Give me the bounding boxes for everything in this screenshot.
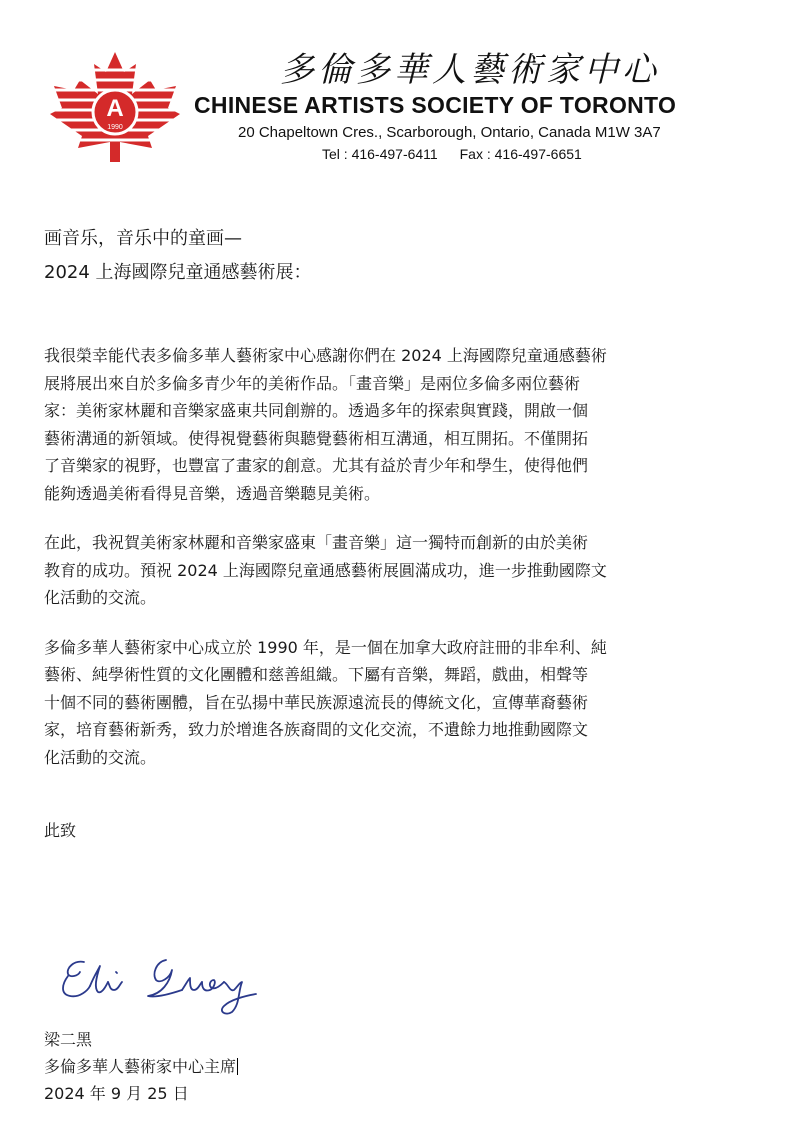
paragraph-3 xyxy=(44,634,764,772)
paragraph-line: 十個不同的藝術團體，旨在弘揚中華民族源遠流長的傳統文化，宣傳華裔藝術 xyxy=(44,692,589,712)
org-contact xyxy=(322,146,742,162)
letter-title xyxy=(44,222,744,290)
closing-salutation: 此致 xyxy=(44,821,77,840)
paragraph-line: 展將展出來自於多倫多青少年的美術作品。「畫音樂」是兩位多倫多兩位藝術 xyxy=(44,373,581,393)
signer-name: 梁二黑 xyxy=(44,1030,93,1049)
paragraph-line: 家，培育藝術新秀，致力於增進各族裔間的文化交流，不遺餘力地推動國際文 xyxy=(44,720,589,739)
org-name-chinese: 多倫多華人藝術家中心 xyxy=(280,50,660,90)
paragraph-1 xyxy=(44,342,764,507)
paragraph-line: 藝術溝通的新領域。使得視覺藝術與聽覺藝術相互溝通，相互開拓。不僅開拓 xyxy=(44,428,589,448)
paragraph-line: 藝術、純學術性質的文化團體和慈善組織。下屬有音樂，舞蹈，戲曲，相聲等 xyxy=(44,665,589,684)
paragraph-line: 能夠透過美術看得見音樂，透過音樂聽見美術。 xyxy=(44,483,381,503)
paragraph-2 xyxy=(44,529,764,612)
org-fax: Fax : 416-497-6651 xyxy=(459,146,582,162)
paragraph-line: 化活動的交流。 xyxy=(44,588,157,607)
paragraph-line: 我很榮幸能代表多倫多華人藝術家中心感謝你們在 2024 上海國際兒童通感藝術 xyxy=(44,346,607,365)
signer-block xyxy=(44,1026,444,1107)
paragraph-line: 教育的成功。預祝 2024 上海國際兒童通感藝術展圓滿成功，進一步推動國際文 xyxy=(44,560,607,580)
signer-position-line xyxy=(44,1053,444,1080)
org-address: 20 Chapeltown Cres., Scarborough, Ontario, Canada M1W 3A7 xyxy=(238,124,661,141)
paragraph-line: 家：美術家林麗和音樂家盛東共同創辦的。透過多年的探索與實踐，開啟一個 xyxy=(44,401,589,420)
logo-letter: A xyxy=(106,95,124,122)
title-line-1: 画音乐，音乐中的童画— xyxy=(44,228,242,249)
paragraph-line: 多倫多華人藝術家中心成立於 1990 年，是一個在加拿大政府註冊的非牟利、純 xyxy=(44,637,607,657)
paragraph-line: 了音樂家的視野，也豐富了畫家的創意。尤其有益於青少年和學生，使得他們 xyxy=(44,456,589,475)
title-line-2: 2024 上海國際兒童通感藝術展： xyxy=(44,262,312,283)
signer-position: 多倫多華人藝術家中心主席 xyxy=(44,1057,237,1076)
letterhead xyxy=(0,0,800,170)
org-name-english: CHINESE ARTISTS SOCIETY OF TORONTO xyxy=(194,92,677,118)
paragraph-line: 化活動的交流。 xyxy=(44,747,157,767)
handwritten-signature xyxy=(44,940,264,1020)
maple-leaf-logo-icon xyxy=(48,50,182,165)
letter-date: 2024 年 9 月 25 日 xyxy=(44,1084,189,1103)
org-tel: Tel : 416-497-6411 xyxy=(322,146,438,162)
paragraph-line: 在此，我祝賀美術家林麗和音樂家盛東「畫音樂」這一獨特而創新的由於美術 xyxy=(44,533,589,552)
logo-year: 1990 xyxy=(107,124,123,131)
letter-body xyxy=(44,342,764,793)
text-cursor xyxy=(237,1058,238,1075)
